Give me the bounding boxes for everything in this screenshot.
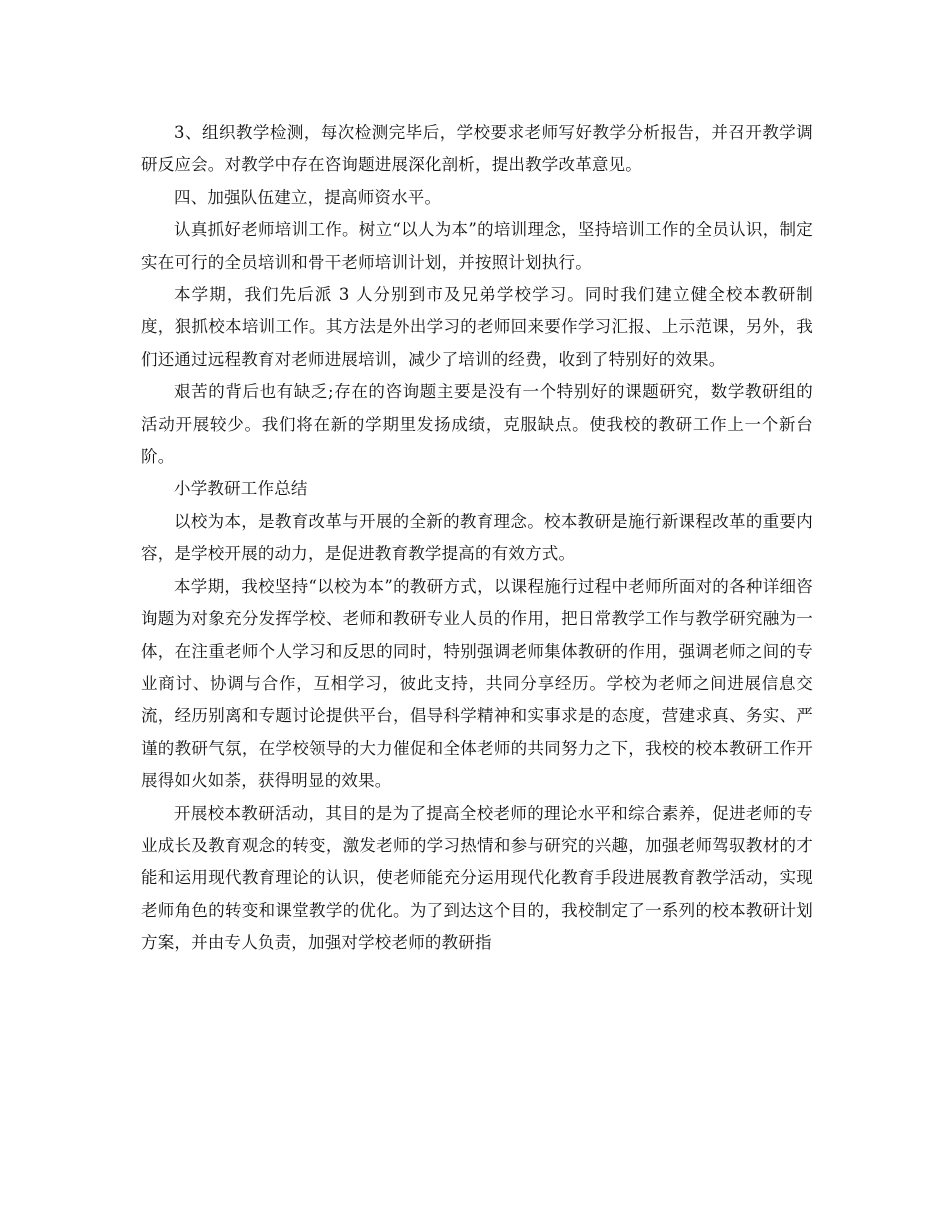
document-body (141, 117, 813, 960)
paragraph-research-purpose: 开展校本教研活动，其目的是为了提高全校老师的理论水平和综合素养，促进老师的专业成长及教育观念的转变，激发老师的学习热情和参与研究的兴趣，加强老师驾驭教材的才能和运用现代教育理论的认识，使老师能充分运用现代化教育手段进展教育教学活动，实现老师角色的转变和课堂教学的优化。为了到达这个目的，我校制定了一系列的校本教研计划方案，并由专人负责，加强对学校老师的教研指 (141, 803, 813, 953)
paragraph-research-mode: 本学期，我校坚持“以校为本”的教研方式，以课程施行过程中老师所面对的各种详细咨询题为对象充分发挥学校、老师和教研专业人员的作用，把日常教学工作与教学研究融为一体，在注重老师个人学习和反思的同时，特别强调老师集体教研的作用，强调老师之间的专业商讨、协调与合作，互相学习，彼此支持，共同分享经历。学校为老师之间进展信息交流，经历别离和专题讨论提供平台，倡导科学精神和实事求是的态度，营建求真、务实、严谨的教研气氛，在学校领导的大力催促和全体老师的共同努力之下，我校的校本教研工作开展得如火如荼，获得明显的效果。 (141, 576, 813, 791)
paragraph-teaching-tests: 3、组织教学检测，每次检测完毕后，学校要求老师写好教学分析报告，并召开教学调研反应会。对教学中存在咨询题进展深化剖析，提出教学改革意见。 (141, 123, 813, 175)
section-heading-summary: 小学教研工作总结 (174, 479, 308, 499)
paragraph-school-based: 以校为本，是教育改革与开展的全新的教育理念。校本教研是施行新课程改革的重要内容，是学校开展的动力，是促进教育教学提高的有效方式。 (141, 511, 813, 564)
paragraph-shortcomings: 艰苦的背后也有缺乏;存在的咨询题主要是没有一个特别好的课题研究，数学教研组的活动开展较少。我们将在新的学期里发扬成绩，克服缺点。使我校的教研工作上一个新台阶。 (141, 382, 813, 467)
paragraph-teacher-training: 认真抓好老师培训工作。树立“以人为本”的培训理念，坚持培训工作的全员认识，制定实在可行的全员培训和骨干老师培训计划，并按照计划执行。 (141, 220, 813, 272)
paragraph-semester-study: 本学期，我们先后派 3 人分别到市及兄弟学校学习。同时我们建立健全校本教研制度，狠抓校本培训工作。其方法是外出学习的老师回来要作学习汇报、上示范课，另外，我们还通过远程教育对老师进展培训，减少了培训的经费，收到了特别好的效果。 (141, 285, 813, 369)
section-heading-team-building: 四、加强队伍建立，提高师资水平。 (174, 187, 442, 207)
